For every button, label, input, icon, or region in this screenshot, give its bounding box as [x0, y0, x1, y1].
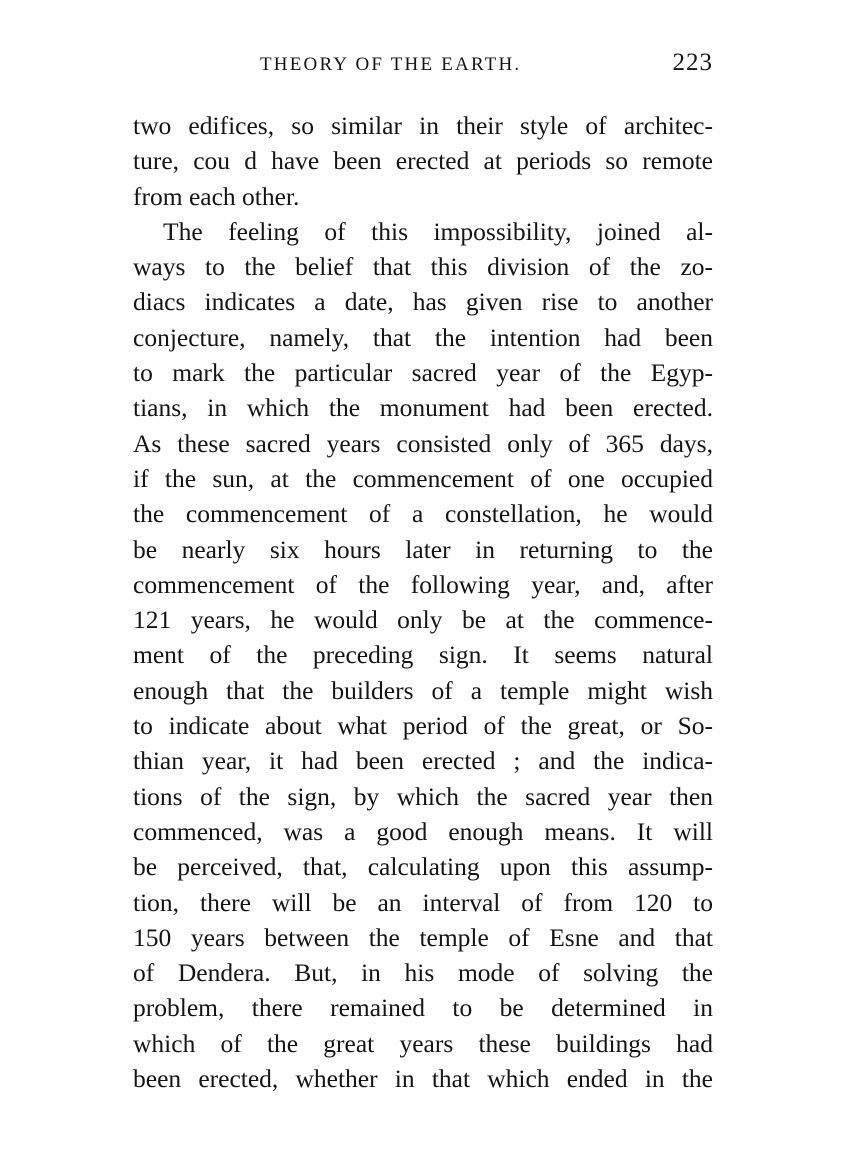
- text-line: ways to the belief that this division of the zo-: [133, 252, 713, 282]
- text-line: commencement of the following year, and, after: [133, 569, 713, 599]
- text-line: been erected, whether in that which ended in the: [133, 1064, 713, 1094]
- text-line: conjecture, namely, that the intention had been: [133, 322, 713, 352]
- running-title: THEORY OF THE EARTH.: [260, 54, 522, 75]
- text-line: commenced, was a good enough means. It will: [133, 816, 713, 846]
- text-line: 121 years, he would only be at the commence-: [133, 605, 713, 635]
- page-number: 223: [672, 49, 713, 76]
- body-text: [133, 108, 713, 1096]
- text-line: tians, in which the monument had been erected.: [133, 393, 713, 423]
- paragraph-first-line: The feeling of this impossibility, joined al-: [163, 216, 713, 246]
- running-head: [133, 50, 715, 80]
- text-line: two edifices, so similar in their style of architec-: [133, 111, 713, 140]
- text-line: to mark the particular sacred year of the Egyp-: [133, 358, 713, 388]
- text-line: tions of the sign, by which the sacred year then: [133, 781, 713, 811]
- text-line: diacs indicates a date, has given rise to another: [133, 287, 713, 317]
- text-line: if the sun, at the commencement of one occupied: [133, 463, 713, 493]
- text-line: As these sacred years consisted only of 365 days,: [133, 428, 713, 458]
- text-line: ment of the preceding sign. It seems natural: [133, 640, 713, 670]
- text-line: thian year, it had been erected ; and the indica-: [133, 746, 713, 776]
- text-line: be perceived, that, calculating upon this assump-: [133, 852, 713, 882]
- text-line: tion, there will be an interval of from 120 to: [133, 887, 713, 917]
- text-line: which of the great years these buildings had: [133, 1028, 713, 1058]
- text-line: 150 years between the temple of Esne and that: [133, 922, 713, 952]
- text-line: be nearly six hours later in returning to the: [133, 534, 713, 564]
- text-line: the commencement of a constellation, he would: [133, 499, 713, 529]
- text-line: enough that the builders of a temple might wish: [133, 675, 713, 705]
- text-line: of Dendera. But, in his mode of solving the: [133, 958, 713, 988]
- text-line: problem, there remained to be determined in: [133, 993, 713, 1023]
- text-line: from each other.: [133, 181, 300, 211]
- text-line: ture, cou d have been erected at periods so remote: [133, 146, 713, 176]
- text-line: to indicate about what period of the great, or So-: [133, 711, 713, 741]
